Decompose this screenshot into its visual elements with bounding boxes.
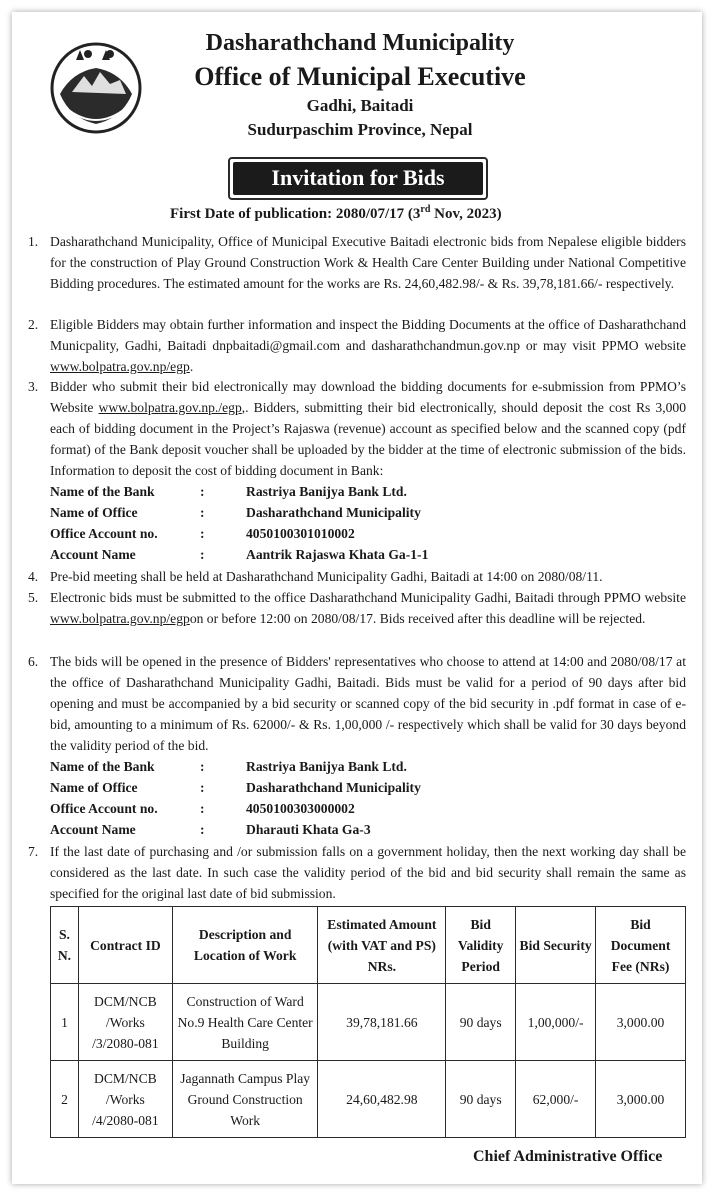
cell-document-fee: 3,000.00 [596, 984, 686, 1061]
header-bid-validity: Bid Validity Period [446, 907, 516, 984]
cell-bid-validity: 90 days [446, 984, 516, 1061]
item-text-part: . [189, 359, 194, 374]
header-estimated-amount: Estimated Amount (with VAT and PS) NRs. [318, 907, 446, 984]
bank-value: Rastriya Banijya Bank Ltd. [246, 484, 407, 499]
province-line: Sudurpaschim Province, Nepal [247, 120, 473, 139]
bank-label: Name of Office [50, 780, 138, 795]
cell-bid-security: 1,00,000/- [516, 984, 596, 1061]
location-line: Gadhi, Baitadi [306, 96, 414, 115]
bank-label: Office Account no. [50, 801, 158, 816]
item-number: 3. [28, 379, 39, 394]
item-text [50, 314, 686, 377]
cell-sn: 1 [51, 984, 79, 1061]
bank-value: 4050100301010002 [246, 526, 355, 541]
bolpatra-link[interactable]: www.bolpatra.gov.np/egp [50, 359, 190, 374]
publication-date-sup: rd [420, 204, 431, 215]
table-header-row [51, 907, 686, 984]
publication-date-prefix: First Date of publication: 2080/07/17 (3 [170, 206, 421, 222]
cell-estimated-amount: 39,78,181.66 [318, 984, 446, 1061]
item-text: Pre-bid meeting shall be held at Dasharathchand Municipality Gadhi, Baitadi at 14:00 on 2080/08/11. [50, 569, 603, 584]
bank-label: Account Name [50, 547, 136, 562]
nepal-emblem-icon [50, 42, 142, 134]
item-number: 4. [28, 569, 39, 584]
item-number: 6. [28, 654, 39, 669]
item-text-part: Electronic bids must be submitted to the office Dasharathchand Municipality Gadhi, Baitadi through PPMO website [50, 590, 686, 605]
bank-colon: : [200, 505, 205, 520]
bolpatra-link[interactable]: www.bolpatra.gov.np/egp [50, 611, 190, 626]
bank-label: Account Name [50, 822, 136, 837]
bid-table [50, 906, 686, 1138]
item-text: Dasharathchand Municipality, Office of Municipal Executive Baitadi electronic bids from Nepalese eligible bidders for the construction of Play Ground Construction Work & Health Care Center Building under National Competitive Bidding procedures. The estimated amount for the works are Rs. 24,60,482.98/- & Rs. 39,78,181.66/- respectively. [50, 234, 686, 291]
cell-description: Jagannath Campus Play Ground Construction Work [172, 1061, 318, 1138]
item-text-part: Bidder who submit their bid electronically may download the bidding documents for e-submission from PPMO’s Website [50, 379, 686, 415]
header-contract-id: Contract ID [78, 907, 172, 984]
bank-label: Name of the Bank [50, 759, 155, 774]
bank-value: Dharauti Khata Ga-3 [246, 822, 371, 837]
publication-date-suffix: Nov, 2023) [430, 206, 502, 222]
bank-value: Dasharathchand Municipality [246, 780, 421, 795]
cell-estimated-amount: 24,60,482.98 [318, 1061, 446, 1138]
bolpatra-link[interactable]: www.bolpatra.gov.np./egp [98, 400, 242, 415]
header-description: Description and Location of Work [172, 907, 318, 984]
item-number: 1. [28, 234, 39, 249]
banner-title: Invitation for Bids [233, 162, 483, 195]
bank-value: Dasharathchand Municipality [246, 505, 421, 520]
header-bid-security: Bid Security [516, 907, 596, 984]
header-sn: S. N. [51, 907, 79, 984]
cell-contract-id: DCM/NCB /Works /3/2080-081 [78, 984, 172, 1061]
item-text-part: ,. Bidders, submitting their bid electronically, should deposit the cost Rs 3,000 each of bidding document in the Project’s Rajaswa (revenue) account as specified below and the scanned copy (pdf format) of the Bank deposit voucher shall be uploaded by the bidder at the time of electronic submission of the bids. Information to deposit the cost of bidding document in Bank: [50, 400, 686, 478]
cell-contract-id: DCM/NCB /Works /4/2080-081 [78, 1061, 172, 1138]
office-name: Office of Municipal Executive [194, 62, 526, 91]
item-number: 5. [28, 590, 39, 605]
cell-description: Construction of Ward No.9 Health Care Center Building [172, 984, 318, 1061]
municipality-name: Dasharathchand Municipality [205, 30, 515, 56]
item-text [50, 587, 686, 629]
table-row [51, 1061, 686, 1138]
bank-colon: : [200, 759, 205, 774]
bank-label: Name of the Bank [50, 484, 155, 499]
item-number: 2. [28, 317, 39, 332]
bank-label: Office Account no. [50, 526, 158, 541]
bank-colon: : [200, 801, 205, 816]
signature: Chief Administrative Office [473, 1148, 663, 1165]
bank-label: Name of Office [50, 505, 138, 520]
cell-sn: 2 [51, 1061, 79, 1138]
bank-colon: : [200, 526, 205, 541]
bank-value: Aantrik Rajaswa Khata Ga-1-1 [246, 547, 429, 562]
bank-value: Rastriya Banijya Bank Ltd. [246, 759, 407, 774]
item-text [50, 376, 686, 481]
table-row [51, 984, 686, 1061]
bank-colon: : [200, 484, 205, 499]
item-text: The bids will be opened in the presence of Bidders' representatives who choose to attend at 14:00 and 2080/08/17 at the office of Dasharathchand Municipality Gadhi, Baitadi. Bids must be valid for a period of 90 days after bid opening and must be accompanied by a bid security or scanned copy of the bid security in .pdf format in case of e-bid, amounting to a minimum of Rs. 62000/- & Rs. 1,00,000 /- respectively which shall be valid for 30 days beyond the validity period of the bid. [50, 654, 686, 753]
header-document-fee: Bid Document Fee (NRs) [596, 907, 686, 984]
bank-colon: : [200, 822, 205, 837]
bank-colon: : [200, 547, 205, 562]
item-text-part: on or before 12:00 on 2080/08/17. Bids received after this deadline will be rejected. [189, 611, 646, 626]
bank-value: 4050100303000002 [246, 801, 355, 816]
invitation-banner [228, 157, 488, 200]
cell-document-fee: 3,000.00 [596, 1061, 686, 1138]
cell-bid-validity: 90 days [446, 1061, 516, 1138]
item-number: 7. [28, 844, 39, 859]
bank-colon: : [200, 780, 205, 795]
publication-date [170, 204, 502, 223]
item-text-part: Eligible Bidders may obtain further information and inspect the Bidding Documents at the office of Dasharathchand Municpality, Gadhi, Baitadi dnpbaitadi@gmail.com and dasharathchandmun.gov.np or may visit PPMO website [50, 317, 686, 353]
cell-bid-security: 62,000/- [516, 1061, 596, 1138]
item-text: If the last date of purchasing and /or submission falls on a government holiday, then the next working day shall be considered as the last date. In such case the validity period of the bid and bid security shall remain the same as specified for the original last date of bid submission. [50, 844, 686, 901]
